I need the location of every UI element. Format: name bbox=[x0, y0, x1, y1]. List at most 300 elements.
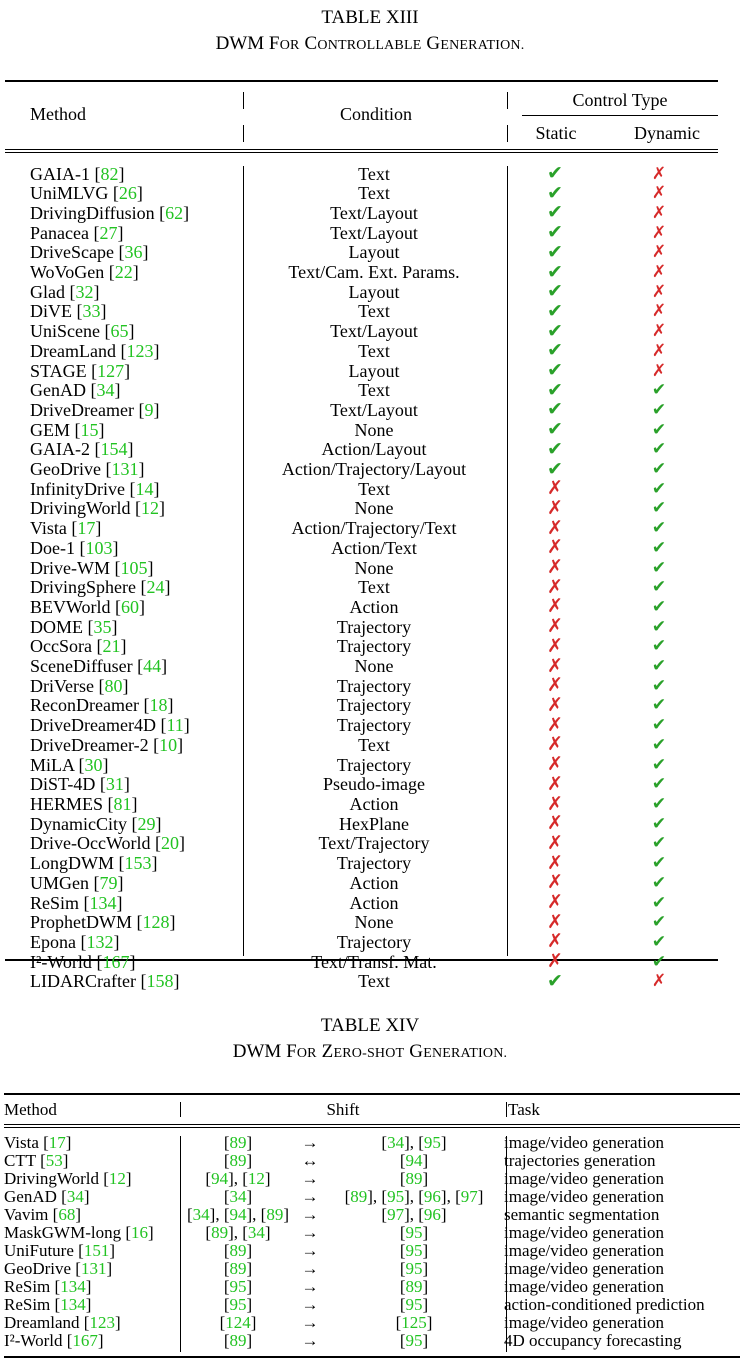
method-name: Panacea bbox=[30, 222, 89, 243]
dynamic-cell bbox=[605, 676, 713, 696]
method-name: DOME bbox=[30, 616, 83, 637]
header-static: Static bbox=[535, 123, 577, 143]
method-cell: Vista [17] bbox=[30, 518, 102, 539]
citation-link[interactable]: 95 bbox=[405, 1223, 423, 1242]
citation-link[interactable]: 132 bbox=[86, 931, 114, 952]
dynamic-cell bbox=[605, 282, 713, 302]
citation-link[interactable]: 124 bbox=[225, 1313, 251, 1332]
citation-link[interactable]: 10 bbox=[159, 734, 178, 755]
citation-link[interactable]: 89 bbox=[229, 1133, 247, 1152]
dynamic-cell bbox=[605, 203, 713, 223]
citation-link[interactable]: 34 bbox=[192, 1205, 210, 1224]
method-name: SceneDiffuser bbox=[30, 656, 133, 677]
condition-cell: Text/Cam. Ext. Params. bbox=[288, 262, 460, 283]
arrow-icon: → bbox=[301, 1295, 319, 1314]
citation-link[interactable]: 89 bbox=[229, 1241, 247, 1260]
dynamic-cell bbox=[605, 913, 713, 933]
cross-icon: ✗ bbox=[547, 654, 563, 677]
condition-cell: Text bbox=[358, 183, 390, 204]
method-cell: WoVoGen [22] bbox=[30, 262, 139, 283]
check-icon: ✔ bbox=[651, 715, 667, 736]
cross-icon: ✗ bbox=[651, 262, 667, 283]
method-cell: UniScene [65] bbox=[30, 321, 135, 342]
header-method: Method bbox=[30, 104, 86, 124]
arrow-icon: → bbox=[301, 1223, 319, 1242]
condition-cell: Action/Layout bbox=[321, 439, 427, 460]
header-separator bbox=[243, 92, 244, 109]
citation-link[interactable]: 167 bbox=[72, 1331, 98, 1350]
condition-cell: Trajectory bbox=[336, 853, 412, 874]
header-shift: Shift bbox=[326, 1100, 360, 1119]
method-cell: DiST-4D [31] bbox=[30, 774, 130, 795]
citation-link[interactable]: 131 bbox=[111, 459, 139, 480]
shift-target-cell: [95] bbox=[399, 1223, 429, 1242]
arrow-icon: → bbox=[301, 1187, 319, 1206]
dynamic-cell bbox=[605, 538, 713, 558]
citation-link[interactable]: 17 bbox=[77, 518, 96, 539]
citation-link[interactable]: 103 bbox=[85, 537, 113, 558]
citation-link[interactable]: 65 bbox=[110, 321, 129, 342]
dynamic-cell bbox=[605, 499, 713, 519]
cross-icon: ✗ bbox=[547, 792, 563, 815]
shift-source-cell: [34] bbox=[223, 1187, 253, 1206]
check-icon: ✔ bbox=[547, 359, 563, 382]
dynamic-cell bbox=[605, 558, 713, 578]
citation-link[interactable]: 89 bbox=[229, 1259, 247, 1278]
cross-icon: ✗ bbox=[547, 950, 563, 973]
table-row bbox=[30, 400, 713, 420]
citation-link[interactable]: 81 bbox=[113, 794, 132, 814]
citation-link[interactable]: 18 bbox=[149, 695, 168, 716]
table-row bbox=[30, 932, 713, 952]
check-icon: ✔ bbox=[547, 398, 563, 421]
shift-source-cell: [124] bbox=[219, 1313, 257, 1332]
method-name: MiLA bbox=[30, 754, 75, 775]
method-name: DriveDreamer-2 bbox=[30, 734, 149, 755]
method-name: DriveDreamer bbox=[30, 399, 134, 420]
table-row bbox=[4, 1224, 736, 1242]
citation-link[interactable]: 89 bbox=[405, 1169, 423, 1188]
arrow-icon: → bbox=[301, 1277, 319, 1296]
dynamic-cell bbox=[605, 381, 713, 401]
cross-icon: ✗ bbox=[547, 516, 563, 539]
citation-link[interactable]: 95 bbox=[405, 1241, 423, 1260]
citation-link[interactable]: 36 bbox=[124, 242, 143, 263]
citation-link[interactable]: 151 bbox=[83, 1241, 110, 1260]
citation-link[interactable]: 16 bbox=[131, 1223, 149, 1242]
table13-body bbox=[30, 164, 713, 992]
dynamic-cell bbox=[605, 814, 713, 834]
citation-link[interactable]: 134 bbox=[60, 1277, 86, 1296]
check-icon: ✔ bbox=[651, 399, 667, 420]
shift-target-cell: [89] bbox=[399, 1169, 429, 1188]
check-icon: ✔ bbox=[651, 439, 667, 460]
dynamic-cell bbox=[605, 893, 713, 913]
task-cell: image/video generation bbox=[504, 1241, 665, 1260]
cross-icon: ✗ bbox=[547, 595, 563, 618]
cross-icon: ✗ bbox=[651, 242, 667, 263]
method-cell: UniMLVG [26] bbox=[30, 183, 143, 204]
method-name: HERMES bbox=[30, 794, 104, 814]
check-icon: ✔ bbox=[651, 636, 667, 657]
check-icon: ✔ bbox=[651, 557, 667, 578]
condition-cell: Layout bbox=[348, 360, 400, 381]
method-cell: I²-World [167] bbox=[30, 951, 136, 972]
citation-link[interactable]: 97 bbox=[387, 1205, 405, 1224]
check-icon: ✔ bbox=[651, 892, 667, 913]
method-name: InfinityDrive bbox=[30, 478, 125, 499]
check-icon: ✔ bbox=[651, 833, 667, 854]
table-row bbox=[30, 578, 713, 598]
condition-cell: Action/Trajectory/Text bbox=[291, 518, 457, 539]
cross-icon: ✗ bbox=[547, 772, 563, 795]
header-separator bbox=[507, 125, 508, 142]
condition-cell: Text bbox=[358, 301, 390, 322]
table-row bbox=[4, 1314, 736, 1332]
shift-source-cell: [34], [94], [89] bbox=[187, 1205, 289, 1224]
citation-link[interactable]: 62 bbox=[165, 202, 184, 223]
shift-target-cell: [95] bbox=[399, 1241, 429, 1260]
table13-header-rule-1 bbox=[5, 149, 718, 150]
arrow-icon: → bbox=[301, 1259, 319, 1278]
method-name: I²-World bbox=[4, 1331, 63, 1350]
table14-body bbox=[4, 1134, 736, 1350]
condition-cell: Text bbox=[358, 734, 390, 755]
citation-link[interactable]: 11 bbox=[166, 715, 184, 736]
check-icon: ✔ bbox=[547, 969, 563, 992]
condition-cell: Layout bbox=[348, 281, 400, 302]
shift-target-cell: [95] bbox=[399, 1295, 429, 1314]
cross-icon: ✗ bbox=[547, 910, 563, 933]
citation-link[interactable]: 95 bbox=[405, 1331, 423, 1350]
cross-icon: ✗ bbox=[547, 634, 563, 657]
citation-link[interactable]: 131 bbox=[80, 1259, 107, 1278]
cross-icon: ✗ bbox=[651, 360, 667, 381]
condition-cell: Text bbox=[358, 971, 390, 992]
cross-icon: ✗ bbox=[651, 281, 667, 302]
check-icon: ✔ bbox=[651, 656, 667, 677]
table-row bbox=[30, 617, 713, 637]
table14-top-rule bbox=[4, 1093, 740, 1095]
citation-link[interactable]: 167 bbox=[102, 951, 130, 972]
method-name: STAGE bbox=[30, 360, 87, 381]
citation-link[interactable]: 53 bbox=[45, 1151, 63, 1170]
table-row bbox=[30, 519, 713, 539]
table-row bbox=[30, 243, 713, 263]
citation-link[interactable]: 60 bbox=[121, 596, 140, 617]
cross-icon: ✗ bbox=[547, 831, 563, 854]
citation-link[interactable]: 21 bbox=[102, 636, 121, 657]
method-cell: DriveDreamer-2 [10] bbox=[30, 734, 184, 755]
condition-cell: Text bbox=[358, 577, 390, 598]
citation-link[interactable]: 123 bbox=[126, 340, 154, 361]
method-cell: DreamLand [123] bbox=[30, 340, 160, 361]
method-name: UniScene bbox=[30, 321, 100, 342]
dynamic-cell bbox=[605, 322, 713, 342]
shift-source-cell: [89] bbox=[223, 1259, 253, 1278]
method-cell: UMGen [79] bbox=[30, 872, 124, 893]
citation-link[interactable]: 95 bbox=[387, 1187, 405, 1206]
condition-cell: Text/Trajectory bbox=[318, 833, 430, 854]
method-cell: Drive-WM [105] bbox=[30, 557, 154, 578]
cross-icon: ✗ bbox=[547, 753, 563, 776]
table-row bbox=[4, 1332, 736, 1350]
method-name: ReSim bbox=[4, 1277, 51, 1296]
citation-link[interactable]: 68 bbox=[58, 1205, 76, 1224]
table-row bbox=[4, 1188, 736, 1206]
table-row bbox=[30, 972, 713, 992]
method-cell: DriveDreamer4D [11] bbox=[30, 715, 190, 736]
citation-link[interactable]: 127 bbox=[97, 360, 125, 381]
shift-target-cell: [89] bbox=[399, 1277, 429, 1296]
method-name: WoVoGen bbox=[30, 262, 105, 283]
dynamic-cell bbox=[605, 361, 713, 381]
check-icon: ✔ bbox=[547, 240, 563, 263]
dynamic-cell bbox=[605, 755, 713, 775]
table14-label: TABLE XIV bbox=[320, 1015, 420, 1036]
task-cell: semantic segmentation bbox=[504, 1205, 660, 1224]
check-icon: ✔ bbox=[547, 418, 563, 441]
citation-link[interactable]: 26 bbox=[118, 183, 137, 204]
header-method: Method bbox=[4, 1100, 57, 1119]
method-cell: DrivingSphere [24] bbox=[30, 577, 171, 598]
condition-cell: Text/Layout bbox=[330, 321, 418, 342]
dynamic-cell bbox=[605, 657, 713, 677]
citation-link[interactable]: 89 bbox=[405, 1277, 423, 1296]
condition-cell: Text/Layout bbox=[330, 399, 418, 420]
citation-link[interactable]: 22 bbox=[114, 262, 133, 283]
citation-link[interactable]: 34 bbox=[96, 380, 115, 401]
table-row bbox=[30, 676, 713, 696]
task-cell: image/video generation bbox=[504, 1277, 665, 1296]
header-separator bbox=[243, 125, 244, 142]
check-icon: ✔ bbox=[651, 419, 667, 440]
method-name: Vista bbox=[4, 1133, 39, 1152]
task-cell: image/video generation bbox=[504, 1187, 665, 1206]
dynamic-cell bbox=[605, 302, 713, 322]
citation-link[interactable]: 96 bbox=[423, 1187, 441, 1206]
arrow-icon: → bbox=[301, 1133, 319, 1152]
citation-link[interactable]: 89 bbox=[211, 1223, 229, 1242]
arrow-icon: → bbox=[301, 1313, 319, 1332]
citation-link[interactable]: 34 bbox=[247, 1223, 265, 1242]
citation-link[interactable]: 30 bbox=[84, 754, 103, 775]
dynamic-cell bbox=[605, 854, 713, 874]
citation-link[interactable]: 34 bbox=[66, 1187, 84, 1206]
method-cell: HERMES [81] bbox=[30, 794, 138, 814]
citation-link[interactable]: 125 bbox=[401, 1313, 427, 1332]
method-name: DrivingWorld bbox=[4, 1169, 99, 1188]
citation-link[interactable]: 9 bbox=[144, 399, 154, 420]
method-name: GeoDrive bbox=[30, 459, 101, 480]
cross-icon: ✗ bbox=[547, 733, 563, 756]
citation-link[interactable]: 94 bbox=[405, 1151, 423, 1170]
method-name: GenAD bbox=[30, 380, 86, 401]
method-name: Dreamland bbox=[4, 1313, 80, 1332]
method-name: GAIA-1 bbox=[30, 163, 90, 184]
citation-link[interactable]: 134 bbox=[89, 892, 117, 913]
dynamic-cell bbox=[605, 223, 713, 243]
table-row bbox=[30, 597, 713, 617]
citation-link[interactable]: 89 bbox=[350, 1187, 368, 1206]
dynamic-cell bbox=[605, 519, 713, 539]
dynamic-cell bbox=[605, 873, 713, 893]
dynamic-cell bbox=[605, 597, 713, 617]
citation-link[interactable]: 80 bbox=[104, 675, 123, 696]
citation-link[interactable]: 89 bbox=[229, 1331, 247, 1350]
task-cell: image/video generation bbox=[504, 1259, 665, 1278]
method-cell: GEM [15] bbox=[30, 419, 105, 440]
table-row bbox=[30, 479, 713, 499]
method-cell: GAIA-2 [154] bbox=[30, 439, 134, 460]
dynamic-cell bbox=[605, 952, 713, 972]
method-cell: GAIA-1 [82] bbox=[30, 163, 125, 184]
method-cell: MiLA [30] bbox=[30, 754, 109, 775]
method-name: GeoDrive bbox=[4, 1259, 72, 1278]
citation-link[interactable]: 32 bbox=[75, 281, 94, 302]
cross-icon: ✗ bbox=[547, 674, 563, 697]
citation-link[interactable]: 89 bbox=[266, 1205, 284, 1224]
citation-link[interactable]: 128 bbox=[142, 912, 170, 933]
citation-link[interactable]: 35 bbox=[93, 616, 112, 637]
table-row bbox=[30, 223, 713, 243]
table-row bbox=[4, 1152, 736, 1170]
method-cell: DOME [35] bbox=[30, 616, 118, 637]
citation-link[interactable]: 17 bbox=[48, 1133, 66, 1152]
table13-title: DWM FOR CONTROLLABLE GENERATION. bbox=[215, 33, 525, 54]
citation-link[interactable]: 27 bbox=[99, 222, 118, 243]
check-icon: ✔ bbox=[651, 931, 667, 952]
citation-link[interactable]: 34 bbox=[387, 1133, 405, 1152]
citation-link[interactable]: 82 bbox=[100, 163, 119, 184]
condition-cell: Action bbox=[349, 596, 399, 617]
citation-link[interactable]: 12 bbox=[141, 498, 160, 519]
shift-target-cell: [125] bbox=[395, 1313, 433, 1332]
table13-label: TABLE XIII bbox=[321, 7, 419, 28]
table-row bbox=[4, 1260, 736, 1278]
citation-link[interactable]: 95 bbox=[229, 1295, 247, 1314]
citation-link[interactable]: 95 bbox=[405, 1295, 423, 1314]
citation-link[interactable]: 31 bbox=[105, 774, 124, 795]
citation-link[interactable]: 95 bbox=[229, 1277, 247, 1296]
control-type-rule bbox=[522, 115, 718, 116]
citation-link[interactable]: 20 bbox=[161, 833, 179, 854]
citation-link[interactable]: 123 bbox=[89, 1313, 115, 1332]
citation-link[interactable]: 15 bbox=[80, 419, 99, 440]
dynamic-cell bbox=[605, 341, 713, 361]
citation-link[interactable]: 29 bbox=[137, 813, 156, 834]
citation-link[interactable]: 95 bbox=[405, 1259, 423, 1278]
citation-link[interactable]: 79 bbox=[99, 872, 118, 893]
check-icon: ✔ bbox=[547, 437, 563, 460]
header-control-type: Control Type bbox=[572, 90, 668, 110]
header-dynamic: Dynamic bbox=[634, 123, 700, 143]
header-task: Task bbox=[508, 1100, 540, 1119]
method-name: Drive-WM bbox=[30, 557, 110, 578]
citation-link[interactable]: 158 bbox=[146, 971, 174, 992]
task-cell: image/video generation bbox=[504, 1169, 665, 1188]
table-row bbox=[30, 893, 713, 913]
citation-link[interactable]: 24 bbox=[146, 577, 165, 598]
shift-target-cell: [89], [95], [96], [97] bbox=[344, 1187, 484, 1206]
table-row bbox=[30, 341, 713, 361]
task-cell: image/video generation bbox=[504, 1313, 665, 1332]
table14-header-rule-1 bbox=[4, 1124, 740, 1125]
dynamic-cell bbox=[605, 420, 713, 440]
citation-link[interactable]: 96 bbox=[423, 1205, 441, 1224]
method-name: Glad bbox=[30, 281, 65, 302]
citation-link[interactable]: 89 bbox=[229, 1151, 247, 1170]
arrow-icon: → bbox=[301, 1331, 319, 1350]
method-cell: BEVWorld [60] bbox=[30, 596, 146, 617]
cross-icon: ✗ bbox=[651, 222, 667, 243]
condition-cell: Action bbox=[349, 794, 399, 814]
citation-link[interactable]: 12 bbox=[247, 1169, 265, 1188]
check-icon: ✔ bbox=[651, 577, 667, 598]
method-name: DynamicCity bbox=[30, 813, 127, 834]
condition-cell: Trajectory bbox=[336, 616, 412, 637]
check-icon: ✔ bbox=[547, 299, 563, 322]
method-name: Vista bbox=[30, 518, 67, 539]
table-row bbox=[30, 775, 713, 795]
cross-icon: ✗ bbox=[547, 693, 563, 716]
method-cell: DriVerse [80] bbox=[30, 675, 129, 696]
method-cell: ReconDreamer [18] bbox=[30, 695, 174, 716]
shift-target-cell: [34], [95] bbox=[381, 1133, 447, 1152]
check-icon: ✔ bbox=[651, 518, 667, 539]
method-name: GenAD bbox=[4, 1187, 57, 1206]
task-cell: 4D occupancy forecasting bbox=[504, 1331, 682, 1350]
check-icon: ✔ bbox=[651, 754, 667, 775]
task-cell: action-conditioned prediction bbox=[504, 1295, 705, 1314]
table-row bbox=[30, 834, 713, 854]
table-row bbox=[30, 952, 713, 972]
check-icon: ✔ bbox=[547, 280, 563, 303]
citation-link[interactable]: 94 bbox=[211, 1169, 229, 1188]
citation-link[interactable]: 12 bbox=[108, 1169, 126, 1188]
citation-link[interactable]: 105 bbox=[120, 557, 148, 578]
citation-link[interactable]: 14 bbox=[135, 478, 154, 499]
dynamic-cell bbox=[605, 696, 713, 716]
method-cell: DrivingDiffusion [62] bbox=[30, 202, 190, 223]
cross-icon: ✗ bbox=[651, 321, 667, 342]
citation-link[interactable]: 134 bbox=[60, 1295, 86, 1314]
cross-icon: ✗ bbox=[547, 851, 563, 874]
method-cell: DiVE [33] bbox=[30, 301, 107, 322]
arrow-icon: → bbox=[301, 1241, 319, 1260]
method-cell: GenAD [34] bbox=[4, 1187, 90, 1206]
citation-link[interactable]: 153 bbox=[124, 853, 152, 874]
citation-link[interactable]: 95 bbox=[423, 1133, 441, 1152]
condition-cell: Action bbox=[349, 872, 399, 893]
cross-icon: ✗ bbox=[547, 615, 563, 638]
cross-icon: ✗ bbox=[547, 536, 563, 559]
citation-link[interactable]: 94 bbox=[229, 1205, 247, 1224]
method-cell: DriveDreamer [9] bbox=[30, 399, 160, 420]
citation-link[interactable]: 34 bbox=[229, 1187, 247, 1206]
citation-link[interactable]: 33 bbox=[82, 301, 101, 322]
method-name: MaskGWM-long bbox=[4, 1223, 122, 1242]
citation-link[interactable]: 154 bbox=[100, 439, 128, 460]
cross-icon: ✗ bbox=[651, 971, 667, 992]
citation-link[interactable]: 44 bbox=[143, 656, 162, 677]
dynamic-cell bbox=[605, 775, 713, 795]
method-cell: Epona [132] bbox=[30, 931, 120, 952]
method-name: ReSim bbox=[30, 892, 80, 913]
method-cell: Doe-1 [103] bbox=[30, 537, 119, 558]
method-name: Doe-1 bbox=[30, 537, 75, 558]
citation-link[interactable]: 97 bbox=[460, 1187, 478, 1206]
